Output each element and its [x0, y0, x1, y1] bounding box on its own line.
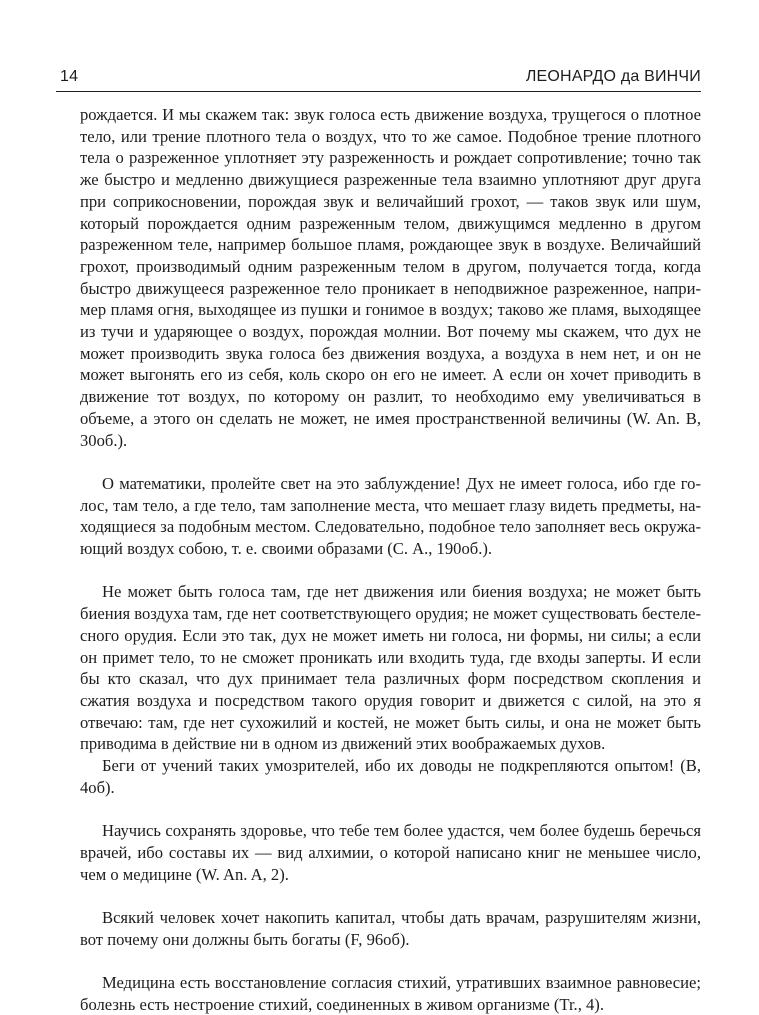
running-header: [56, 64, 701, 92]
paragraph-1: рождается. И мы скажем так: звук голоса есть движение воздуха, трущегося о плотное тело, или трение плотного тела о воздух, что то же самое. Подобное трение плотного тела о разреженное уплотняет эту разреженность и рождает сопротивление; точно так же быстро и медленно движущиеся разреженные тела взаимно уплотняют друг друга при соприкосновении, порождая звук и величайший грохот, — таков звук или шум, который порождается одним разреженным телом, движущимся медленно в другом разреженном теле, например большое пламя, рождающее звук в воздухе. Величайший грохот, производимый одним разреженным телом в другом, получается тогда, когда быстро движущееся разреженное тело проникает в неподвижное разреженное, например пламя огня, выходящее из пушки и гонимое в воздух; таково же пламя, выходящее из тучи и ударяющее о воздух, порождая молнии. Вот почему мы скажем, что дух не может производить звука голоса без движения воздуха, а воздуха в нем нет, и он не может выгонять его из себя, коль скоро он его не имеет. А если он хочет приводить в движение тот воздух, по которому он разлит, то необходимо ему увеличиваться в объеме, а этого он сделать не может, не имея пространственной величины (W. An. B, 30об.).: [80, 105, 701, 450]
running-title: ЛЕОНАРДО да ВИНЧИ: [525, 68, 701, 85]
page-number: 14: [60, 68, 79, 85]
paragraph-6: Всякий человек хочет накопить капитал, чтобы дать врачам, разрушителям жизни, вот почему они должны быть богаты (F, 96об).: [80, 907, 701, 949]
paragraph-7: Медицина есть восстановление согласия стихий, утративших взаимное равновесие; болезнь есть нестроение стихий, соединенных в живом организме (Tr., 4).: [80, 973, 701, 1014]
paragraph-2: О математики, пролейте свет на это заблуждение! Дух не имеет голоса, ибо где голос, там тело, а где тело, там заполнение места, что мешает глазу видеть предметы, находящиеся за подобным местом. Следовательно, подобное тело заполняет весь окружающий воздух собою, т. е. своими образами (С. А., 190об.).: [80, 473, 701, 559]
paragraph-4: Беги от учений таких умозрителей, ибо их доводы не подкрепляются опытом! (B, 4об).: [80, 756, 701, 797]
body-text: [80, 104, 701, 1015]
paragraph-5: Научись сохранять здоровье, что тебе тем более удастся, чем более будешь беречься врачей, ибо составы их — вид алхимии, о которой написано книг не меньшее число, чем о медицине (W. An. A, 2).: [80, 821, 701, 884]
header-rule: [56, 91, 701, 92]
paragraph-3: Не может быть голоса там, где нет движения или биения воздуха; не может быть биения воздуха там, где нет соответствующего орудия; не может существовать бестелесного орудия. Если это так, дух не может иметь ни голоса, ни формы, ни силы; а если он примет тело, то не сможет проникать или входить туда, где входы заперты. И если бы кто сказал, что дух принимает тела различных форм посредством скопления и сжатия воздуха и посредством такого орудия говорит и движется с силой, на это я отвечаю: там, где нет сухожилий и костей, не может быть силы, и она не может быть приводима в действие ни в одном из движений этих воображаемых духов.: [80, 582, 701, 754]
